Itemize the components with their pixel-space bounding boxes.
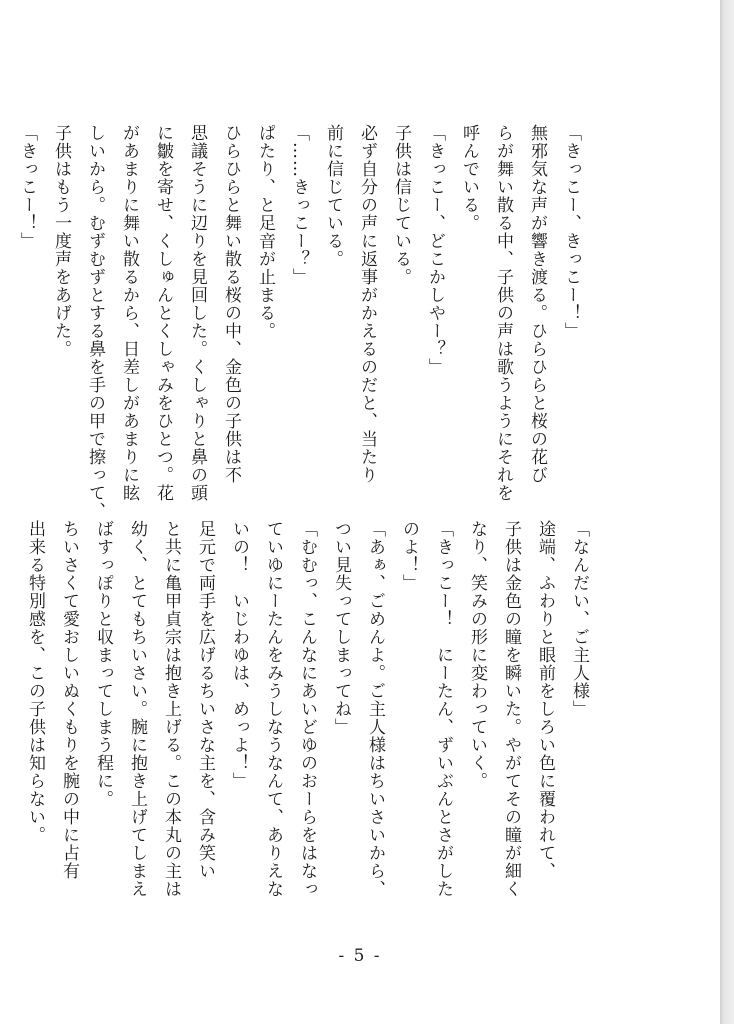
text-line: のよ！」: [399, 520, 419, 592]
text-line: 無邪気な声が響き渡る。ひらひらと桜の花び: [527, 124, 547, 484]
text-line: 「きっこー、どこかしやー？」: [425, 124, 445, 376]
text-line: 「きっこー！ にーたん、ずいぶんとさがした: [433, 520, 453, 898]
text-line: 途端、ふわりと眼前をしろい色に覆われて、: [535, 520, 555, 880]
text-line: 「むむっ、こんなにあいどゆのおーらをはなっ: [297, 520, 317, 898]
text-line: しいから。むずむずとする鼻を手の甲で擦って、: [85, 124, 105, 520]
text-line: 思議そうに辺りを見回した。くしゃりと鼻の頭: [187, 124, 207, 502]
text-line: 必ず自分の声に返事がかえるのだと、当たり: [357, 124, 377, 484]
text-line: 子供は信じている。: [391, 124, 411, 286]
text-line: ぱたり、と足音が止まる。: [255, 124, 275, 340]
text-line: 子供は金色の瞳を瞬いた。やがてその瞳が細く: [501, 520, 521, 898]
text-line: らが舞い散る中、子供の声は歌うようにそれを: [493, 124, 513, 502]
text-line: 呼んでいる。: [459, 124, 479, 232]
text-line: があまりに舞い散るから、日差しがあまりに眩: [119, 124, 139, 502]
text-line: ちいさくて愛おしいぬくもりを腕の中に占有: [59, 520, 79, 880]
text-line: 足元で両手を広げるちいさな主を、含み笑い: [195, 520, 215, 880]
page-edge-shadow: [720, 0, 734, 1024]
text-line: 「あぁ、ごめんよ。ご主人様はちいさいから、: [365, 520, 385, 898]
text-line: いの！ いじわゆは、めっよ！」: [229, 520, 249, 790]
text-line: なり、笑みの形に変わっていく。: [467, 520, 487, 790]
text-line: ひらひらと舞い散る桜の中、金色の子供は不: [221, 124, 241, 484]
upper-text-block: [17, 124, 588, 520]
text-line: に皺を寄せ、くしゅんとくしゃみをひとつ。花: [153, 124, 173, 502]
text-line: 「……きっこー？」: [289, 124, 309, 286]
lower-text-block: [25, 520, 596, 912]
page-number: - 5 -: [338, 946, 382, 966]
text-line: つい見失ってしまってね」: [331, 520, 351, 736]
text-line: 子供はもう一度声をあげた。: [51, 124, 71, 358]
text-line: ばすっぽりと収まってしまう程に。: [93, 520, 113, 808]
text-line: 幼く、とてもちいさい。腕に抱き上げてしまえ: [127, 520, 147, 898]
text-line: 「きっこー、きっこー！」: [561, 124, 581, 340]
text-line: 出来る特別感を、この子供は知らない。: [25, 520, 45, 844]
text-line: ていゆにーたんをみうしなうなんて、ありえな: [263, 520, 283, 898]
text-line: 前に信じている。: [323, 124, 343, 268]
text-line: 「きっこー！」: [17, 124, 37, 250]
text-line: 「なんだい、ご主人様」: [569, 520, 589, 718]
text-line: と共に亀甲貞宗は抱き上げる。この本丸の主は: [161, 520, 181, 898]
